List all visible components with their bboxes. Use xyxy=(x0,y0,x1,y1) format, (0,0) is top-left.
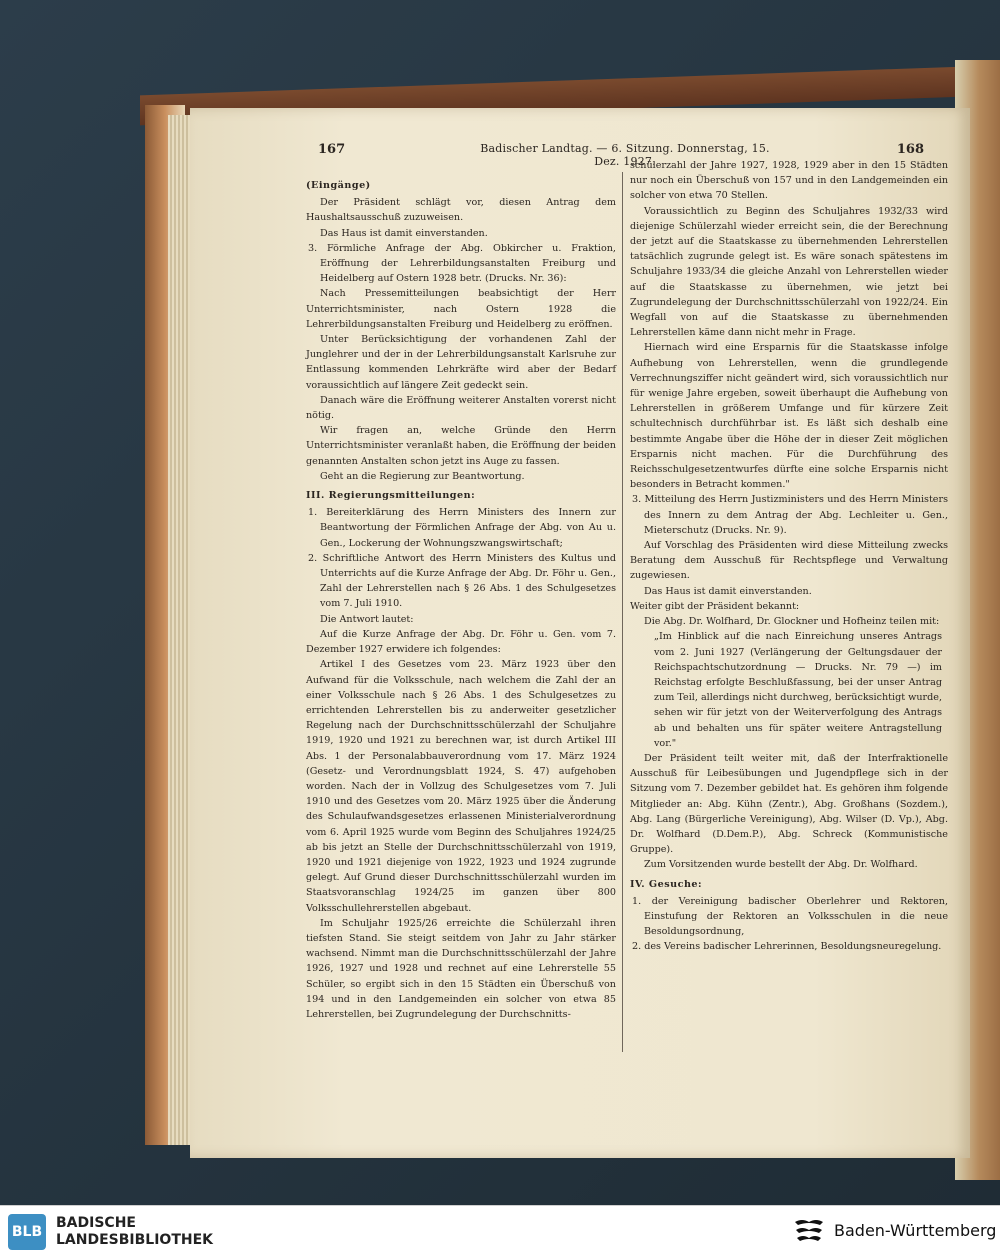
left-column-paragraph: Geht an die Regierung zur Beantwortung. xyxy=(320,470,525,482)
right-column-paragraph: 1. der Vereinigung badischer Oberlehrer und Rektoren, Einstufung der Rektoren an Volksschulen in die neue Besoldungsordnung, xyxy=(632,895,948,938)
right-column-paragraph: Zum Vorsitzenden wurde bestellt der Abg. Dr. Wolfhard. xyxy=(644,859,918,871)
left-column-paragraph: Wir fragen an, welche Gründe den Herrn Unterrichtsminister veranlaßt haben, die Eröffnung der beiden genannten Anstalten schon jetzt ins Auge zu fassen. xyxy=(306,425,616,467)
left-column-paragraph: Im Schuljahr 1925/26 erreichte die Schülerzahl ihren tiefsten Stand. Sie steigt seitdem von Jahr zu Jahr stärker wachsend. Nimmt man die Durchschnittsschülerzahl der Jahre 1926, 1927 und 1928 und rechnet auf eine Lehrerstelle 55 Schüler, so ergibt sich in den 15 Städten ein Überschuß von 194 und in den Landgemeinden ein solcher von etwa 85 Lehrerstellen, bei Zugrundelegung der Durchschnitts- xyxy=(306,917,616,1020)
right-column-paragraph: IV. Gesuche: xyxy=(630,878,703,890)
right-column-paragraph: Hiernach wird eine Ersparnis für die Staatskasse infolge Aufhebung von Lehrerstellen, wenn die grundlegende Verrechnungsziffer nicht geändert wird, sich voraussichtlich nur für wenige Jahre ergeben, soweit überhaupt die Aufhebung von Lehrerstellen in größerem Umfange und für kürzere Zeit schultechnisch durchführbar ist. Es läßt sich deshalb eine bestimmte Angabe über die Höhe der in dieser Zeit möglichen Ersparnis nicht machen. Für die Durchführung des Reichsschulgesetzentwurfes dürfte eine solche Ersparnis nicht besonders in Betracht kommen." xyxy=(630,342,948,491)
right-column-paragraph: schülerzahl der Jahre 1927, 1928, 1929 aber in den 15 Städten nur noch ein Überschuß von 157 und in den Landgemeinden ein solcher von etwa 70 Stellen. xyxy=(630,160,948,202)
left-column-paragraph: Nach Pressemitteilungen beabsichtigt der Herr Unterrichtsminister, nach Ostern 1928 die Lehrerbildungsanstalten Freiburg und Heidelberg zu eröffnen. xyxy=(306,288,616,330)
left-column xyxy=(306,174,616,1022)
bw-name[interactable]: Baden-Württemberg xyxy=(834,1221,997,1240)
column-divider xyxy=(622,172,623,1052)
right-column-paragraph: Das Haus ist damit einverstanden. xyxy=(644,585,812,597)
page-number-left: 167 xyxy=(318,142,346,157)
blb-name[interactable] xyxy=(56,1215,213,1249)
left-column-paragraph: Danach wäre die Eröffnung weiterer Anstalten vorerst nicht nötig. xyxy=(306,394,616,422)
right-column-paragraph: Auf Vorschlag des Präsidenten wird diese Mitteilung zwecks Beratung dem Ausschuß für Rechtspflege und Verwaltung zugewiesen. xyxy=(630,540,948,582)
right-column-paragraph: 2. des Vereins badischer Lehrerinnen, Besoldungsneuregelung. xyxy=(632,941,942,953)
left-column-paragraph: Die Antwort lautet: xyxy=(320,613,414,625)
page-stack xyxy=(168,115,192,1145)
right-column-paragraph: Weiter gibt der Präsident bekannt: xyxy=(630,600,800,612)
left-column-paragraph: Das Haus ist damit einverstanden. xyxy=(320,227,488,239)
footer-bar xyxy=(0,1205,1000,1257)
left-column-paragraph: 1. Bereiterklärung des Herrn Ministers des Innern zur Beantwortung der Förmlichen Anfrage der Abg. von Au u. Gen., Lockerung der Wohnungszwangswirtschaft; xyxy=(308,507,616,549)
left-column-paragraph: (Eingänge) xyxy=(306,180,371,191)
blb-name-line2: LANDESBIBLIOTHEK xyxy=(56,1232,214,1248)
left-column-paragraph: Artikel I des Gesetzes vom 23. März 1923 über den Aufwand für die Volksschule, nach welchem die Zahl der an einer Volksschule nach § 26 Abs. 1 des Schulgesetzes zu errichtenden Lehrerstellen bis zu anderweiter gesetzlicher Regelung nach der Durchschnittsschülerzahl der Schuljahre 1919, 1920 und 1921 zu berechnen war, ist durch Artikel III Abs. 1 der Personalabbauverordnung vom 17. März 1924 (Gesetz- und Verordnungsblatt 1924, S. 47) aufgehoben worden. Nach der in Vollzug des Schulgesetzes vom 7. Juli 1910 und des Gesetzes vom 20. März 1925 über die Änderung des Schulaufwandsgesetzes erlassenen Ministerialverordnung vom 6. April 1925 wurde vom Beginn des Schuljahres 1924/25 ab bis jetzt an Stelle der Durchschnittsschülerzahl von 1919, 1920 und 1921 diejenige von 1922, 1923 und 1924 zugrunde gelegt. Auf Grund dieser Durchschnittsschülerzahl wurden im Staatsvoranschlag 1924/25 im ganzen über 800 Volksschullehrerstellen abgebaut. xyxy=(306,659,616,914)
left-column-paragraph: Der Präsident schlägt vor, diesen Antrag dem Haushaltsausschuß zuzuweisen. xyxy=(306,197,616,224)
running-title: Badischer Landtag. — 6. Sitzung. Donnerstag, 15. Dez. 1927. xyxy=(480,142,770,168)
left-column-paragraph: 2. Schriftliche Antwort des Herrn Ministers des Kultus und Unterrichts auf die Kurze Anfrage der Abg. Dr. Föhr u. Gen., Zahl der Lehrerstellen nach § 26 Abs. 1 des Schulgesetzes vom 7. Juli 1910. xyxy=(308,552,616,610)
blb-name-line1: BADISCHE xyxy=(56,1215,136,1231)
right-column-paragraph: Die Abg. Dr. Wolfhard, Dr. Glockner und Hofheinz teilen mit: xyxy=(644,616,940,628)
right-column xyxy=(630,158,948,955)
left-column-paragraph: Auf die Kurze Anfrage der Abg. Dr. Föhr u. Gen. vom 7. Dezember 1927 erwidere ich folgendes: xyxy=(306,628,616,656)
document-page xyxy=(190,108,970,1158)
right-column-paragraph: Voraussichtlich zu Beginn des Schuljahres 1932/33 wird diejenige Schülerzahl wieder erreicht sein, die der Berechnung der jetzt auf die Staatskasse zu übernehmenden Lehrerstellen tatsächlich zugrunde gelegt ist. Es wäre sonach spätestens im Schuljahre 1933/34 die gleiche Anzahl von Lehrerstellen wieder auf die Staatskasse zu übernehmen, wie jetzt bei Zugrundelegung der Durchschnittsschülerzahl von 1922/24. Ein Wegfall von auf die Staatskasse zu übernehmenden Lehrerstellen käme dann nicht mehr in Frage. xyxy=(630,205,948,339)
left-column-paragraph: Unter Berücksichtigung der vorhandenen Zahl der Junglehrer und der in der Lehrerbildungsanstalt Karlsruhe zur Entlassung kommenden Lehrkräfte wird aber der Bedarf voraussichtlich auf längere Zeit gedeckt sein. xyxy=(306,334,616,391)
lions-crest-icon xyxy=(792,1216,826,1248)
left-column-paragraph: III. Regierungsmitteilungen: xyxy=(306,490,476,502)
right-column-paragraph: Der Präsident teilt weiter mit, daß der Interfraktionelle Ausschuß für Leibesübungen und Jugendpflege sich in der Sitzung vom 7. Dezember gebildet hat. Es gehören ihm folgende Mitglieder an: Abg. Kühn (Zentr.), Abg. Großhans (Sozdem.), Abg. Lang (Bürgerliche Vereinigung), Abg. Wilser (D. Vp.), Abg. Dr. Wolfhard (D.Dem.P.), Abg. Schreck (Kommunistische Gruppe). xyxy=(630,752,948,856)
page-number-right: 168 xyxy=(896,142,924,157)
left-column-paragraph: 3. Förmliche Anfrage der Abg. Obkircher u. Fraktion, Eröffnung der Lehrerbildungsanstalten Freiburg und Heidelberg auf Ostern 1928 betr. (Drucks. Nr. 36): xyxy=(308,242,616,285)
blb-logo[interactable]: BLB xyxy=(8,1214,46,1250)
right-column-paragraph: 3. Mitteilung des Herrn Justizministers und des Herrn Ministers des Innern zu dem Antrag der Abg. Lechleiter u. Gen., Mieterschutz (Drucks. Nr. 9). xyxy=(632,494,948,536)
right-column-paragraph: „Im Hinblick auf die nach Einreichung unseres Antrags vom 2. Juni 1927 (Verlängerung der Geltungsdauer der Reichspachtschutzordnung — Drucks. Nr. 79 —) im Reichstag erfolgte Beschlußfassung, bei der unser Antrag zum Teil, allerdings nicht durchweg, berücksichtigt wurde, sehen wir für jetzt von der Weiterverfolgung des Antrags ab und behalten uns für später weitere Antragstellung vor." xyxy=(654,631,942,749)
